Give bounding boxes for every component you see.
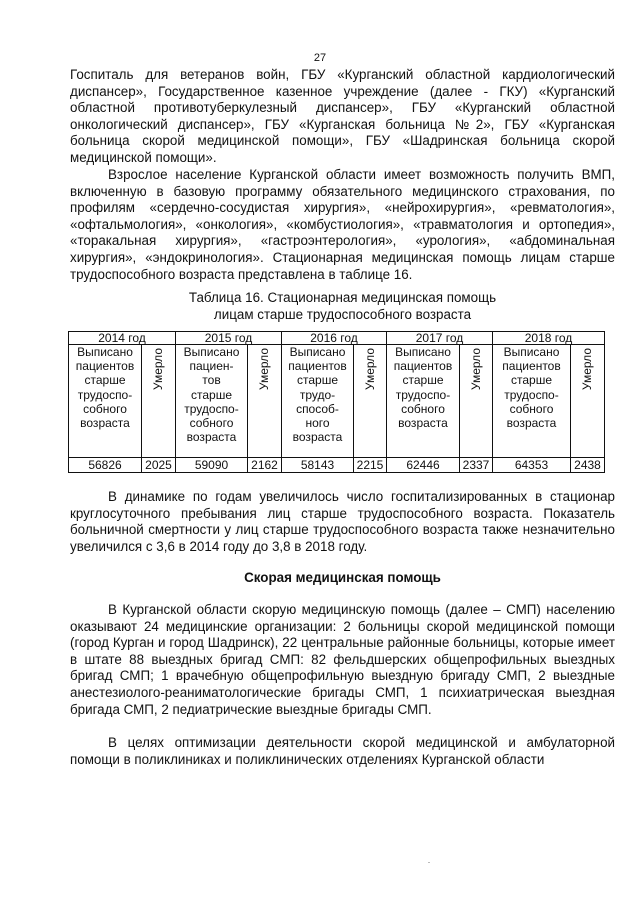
died-value: 2162 xyxy=(248,458,282,473)
text-line: Взрослое население Курганской области имеет возможность получить ВМП, xyxy=(108,167,615,182)
text-line: «офтальмология», «онкология», «комбустиология», «травматология и ортопедия», xyxy=(70,216,615,232)
year-header: 2015 год xyxy=(176,332,282,345)
text-line: онкологический диспансер», ГБУ «Курганская больница №2», ГБУ «Курганская xyxy=(70,116,615,132)
paragraph-ambulance xyxy=(70,602,615,718)
text-line: Госпиталь для ветеранов войн, ГБУ «Курганский областной кардиологический xyxy=(70,67,615,82)
text-line: незначительно увеличился с 3,6 в 2014 году до 3,8 в 2018 году. xyxy=(70,522,615,554)
text-line: медицинской помощи (город Курган и город Шадринск), 22 центральные районные xyxy=(70,618,615,651)
text-line: круглосуточного пребывания лиц старше трудоспособного возраста. Показатель xyxy=(70,505,615,521)
table-caption-line: Таблица 16. Стационарная медицинская помощь xyxy=(188,290,497,305)
text-line: «торакальная хирургия», «гастроэнтерология», «урология», «абдоминальная xyxy=(70,233,615,249)
died-value: 2215 xyxy=(354,458,387,473)
discharged-value: 56826 xyxy=(69,458,142,473)
discharged-value: 58143 xyxy=(282,458,354,473)
text-line: больница скорой медицинской помощи», ГБУ «Шадринская больница скорой xyxy=(70,133,615,149)
discharged-header: Выписано пациен- тов старше трудоспо- собного возраста xyxy=(176,345,248,458)
text-line: общепрофильных выездных бригад СМП; 1 врачебную общепрофильную выездную xyxy=(70,651,615,684)
year-header: 2018 год xyxy=(493,332,605,345)
text-line: хирургия», «эндокринология». Стационарная медицинская помощь лицам старше xyxy=(70,249,615,265)
text-line: профилям «сердечно-сосудистая хирургия», «нейрохирургия», «ревматология», xyxy=(70,200,615,216)
text-line: В динамике по годам увеличилось число госпитализированных в стационар xyxy=(108,489,615,504)
text-line: помощи в поликлиниках и поликлинических отделениях Курганской области xyxy=(70,751,545,767)
paragraph-dynamics xyxy=(70,489,615,555)
paragraph-optimization xyxy=(70,735,615,768)
discharged-value: 59090 xyxy=(176,458,248,473)
discharged-value: 62446 xyxy=(387,458,460,473)
died-value: 2438 xyxy=(571,458,605,473)
died-value: 2025 xyxy=(142,458,176,473)
paragraph-vmp xyxy=(70,167,615,283)
died-header: Умерло xyxy=(142,345,176,458)
year-header: 2016 год xyxy=(282,332,387,345)
died-header: Умерло xyxy=(460,345,493,458)
died-header: Умерло xyxy=(354,345,387,458)
discharged-header: Выписано пациентов старше трудо- способ- ного возраста xyxy=(282,345,354,458)
text-line: включенную в базовую программу обязательного медицинского страхования, по xyxy=(70,183,615,199)
text-line: диспансер», Государственное казенное учреждение (далее - ГКУ) «Курганский xyxy=(70,83,615,99)
paragraph-hospitals xyxy=(70,67,615,167)
text-line: СМП. xyxy=(397,701,432,717)
text-line: больницы, которые имеет в штате 88 выездных бригад СМП: 82 фельдшерских xyxy=(70,635,616,667)
table-caption xyxy=(70,290,615,323)
year-header: 2014 год xyxy=(69,332,176,345)
text-line: населению оказывают 24 медицинские организации: 2 больницы скорой xyxy=(70,602,615,634)
discharged-header: Выписано пациентов старше трудоспо- собного возраста xyxy=(69,345,142,458)
table-caption-line: лицам старше трудоспособного возраста xyxy=(213,306,472,322)
discharged-header: Выписано пациентов старше трудоспо- собного возраста xyxy=(387,345,460,458)
discharged-value: 64353 xyxy=(493,458,571,473)
year-header: 2017 год xyxy=(387,332,493,345)
text-line: областной противотуберкулезный диспансер», ГБУ «Курганский областной xyxy=(70,100,615,116)
text-line: больничной смертности у лиц старше трудоспособного возраста также xyxy=(70,522,519,538)
died-value: 2337 xyxy=(460,458,493,473)
died-header: Умерло xyxy=(571,345,605,458)
section-heading: Скорая медицинская помощь xyxy=(244,570,441,585)
died-header: Умерло xyxy=(248,345,282,458)
text-line: трудоспособного возраста представлена в таблице 16. xyxy=(70,266,413,282)
text-line: психиатрическая выездная бригада СМП, 2 педиатрические выездные бригады xyxy=(70,684,615,717)
hospital-care-table xyxy=(68,331,605,473)
text-line: В целях оптимизации деятельности скорой медицинской и амбулаторной xyxy=(108,735,615,750)
scan-speck xyxy=(428,862,430,863)
page-number: 27 xyxy=(313,52,327,64)
text-line: бригаду СМП, 2 выездные анестезиолого-реаниматологические бригады СМП, 1 xyxy=(70,668,615,700)
text-line: медицинской помощи». xyxy=(70,149,217,165)
text-line: В Курганской области скорую медицинскую помощь (далее – СМП) xyxy=(108,602,541,617)
discharged-header: Выписано пациентов старше трудоспо- собного возраста xyxy=(493,345,571,458)
